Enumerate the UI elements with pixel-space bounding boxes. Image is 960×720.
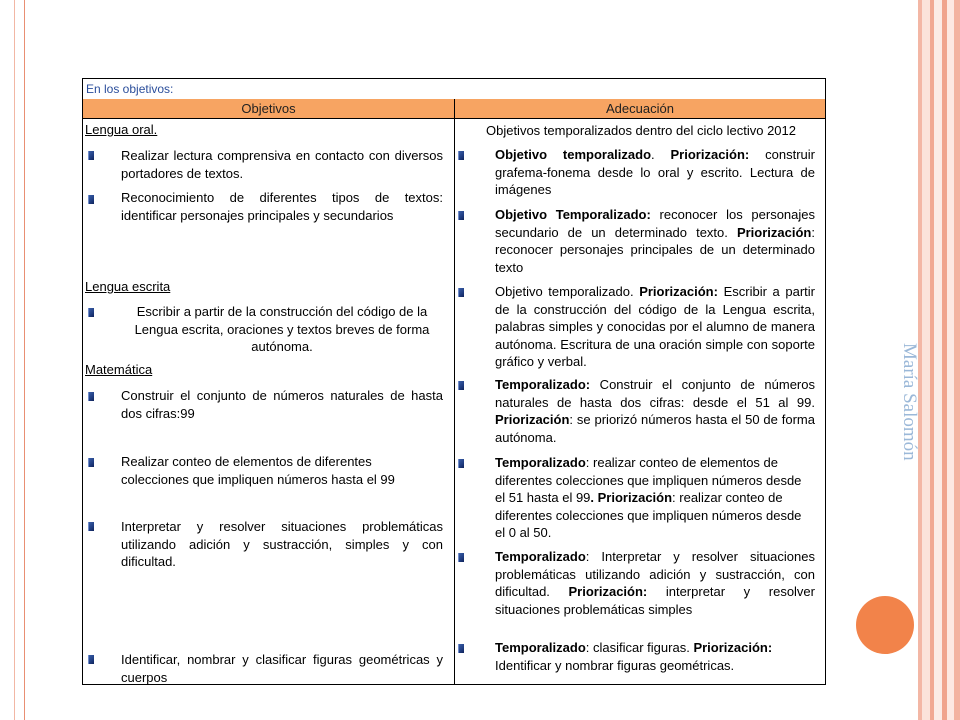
right-item-5 bbox=[495, 454, 815, 542]
bullet-icon bbox=[88, 195, 94, 204]
right-item-6 bbox=[495, 548, 815, 618]
bullet-icon bbox=[458, 288, 464, 297]
left-item-4: Construir el conjunto de números naturales de hasta dos cifras:99 bbox=[121, 388, 443, 421]
right-intro-text: Objetivos temporalizados dentro del ciclo lectivo 2012 bbox=[485, 123, 796, 138]
author-name: María Salomón bbox=[899, 343, 920, 461]
right-item-1-text-1: . bbox=[651, 147, 671, 162]
left-item-3: Escribir a partir de la construcción del código de la Lengua escrita, oraciones y textos breves de forma autónoma. bbox=[134, 304, 430, 354]
right-item-6-text-2: interpretar y resolver situaciones problemáticas simples bbox=[495, 584, 815, 617]
right-item-2-key-1: Objetivo Temporalizado: bbox=[495, 207, 651, 222]
right-item-5-key-2: . Priorización bbox=[590, 490, 673, 505]
table-intro-row bbox=[83, 79, 825, 100]
bullet-icon bbox=[458, 151, 464, 160]
bullet-icon bbox=[458, 644, 464, 653]
right-item-1-key-1: Objetivo temporalizado bbox=[495, 147, 652, 162]
right-item-2-text-1: reconocer los personajes secundario de un determinado texto. bbox=[495, 207, 816, 240]
bullet-icon bbox=[458, 381, 464, 390]
right-item-3-text-1: Objetivo temporalizado. bbox=[495, 284, 640, 299]
orange-circle-decoration bbox=[856, 596, 914, 654]
left-item-1: Realizar lectura comprensiva en contacto con diversos portadores de textos. bbox=[121, 148, 443, 181]
bullet-icon bbox=[88, 308, 94, 317]
right-item-7-key-1: Temporalizado bbox=[495, 640, 586, 655]
right-item-5-text-2: : realizar conteo de diferentes colecciones que impliquen números desde el 0 al 50. bbox=[495, 490, 802, 540]
objectives-table bbox=[82, 78, 826, 685]
right-item-2-text-2: : reconocer personajes principales de un determinado texto bbox=[495, 224, 815, 275]
right-item-6-text-1: : Interpretar y resolver situaciones problemáticas utilizando adición y sustracción, con dificultad. bbox=[495, 549, 815, 599]
right-item-7 bbox=[495, 639, 815, 674]
section-lengua-oral: Lengua oral. bbox=[85, 122, 158, 137]
bullet-icon bbox=[458, 459, 464, 468]
right-item-1-key-2: Priorización: bbox=[670, 147, 750, 162]
right-item-4-key-1: Temporalizado: bbox=[495, 377, 591, 392]
left-item-2: Reconocimiento de diferentes tipos de textos: identificar personajes principales y secundarios bbox=[121, 190, 443, 223]
section-lengua-escrita: Lengua escrita bbox=[85, 279, 171, 294]
bullet-icon bbox=[88, 655, 94, 664]
bullet-icon bbox=[88, 392, 94, 401]
right-item-5-text-1: : realizar conteo de elementos de diferentes colecciones que impliquen números desde el 51 hasta el 99 bbox=[495, 455, 802, 505]
right-item-7-text-2: Identificar y nombrar figuras geométricas. bbox=[495, 657, 735, 673]
right-item-5-key-1: Temporalizado bbox=[495, 455, 586, 470]
right-item-4 bbox=[495, 376, 815, 446]
right-item-3 bbox=[495, 283, 815, 371]
right-item-1-text-2: construir grafema-fonema desde lo oral y escrito. Lectura de imágenes bbox=[495, 147, 815, 197]
right-item-4-text-2: : se priorizó números hasta el 50 de forma autónoma. bbox=[495, 412, 815, 445]
section-matematica: Matemática bbox=[85, 362, 153, 377]
bullet-icon bbox=[458, 553, 464, 562]
left-item-6: Interpretar y resolver situaciones problemáticas utilizando adición y sustracción, simples y con dificultad. bbox=[121, 519, 443, 569]
right-item-3-key-2: Priorización: bbox=[639, 284, 718, 299]
bullet-icon bbox=[88, 522, 94, 531]
left-item-7: Identificar, nombrar y clasificar figuras geométricas y cuerpos bbox=[121, 652, 443, 685]
right-item-7-key-2: Priorización: bbox=[693, 640, 773, 655]
right-item-3-text-2: Escribir a partir de la construcción del código de la Lengua escrita, palabras simples y conocidas por el alumno de manera autónoma. Escritura de una oración simple con soporte gráfico y verbal. bbox=[495, 284, 815, 369]
column-divider bbox=[454, 99, 455, 684]
header-objetivos: Objetivos bbox=[241, 101, 296, 116]
right-item-2-key-2: Priorización bbox=[736, 224, 812, 240]
right-item-1 bbox=[495, 146, 815, 199]
table-intro-text: En los objetivos: bbox=[86, 82, 174, 96]
header-adecuacion: Adecuación bbox=[606, 101, 674, 116]
left-border-decoration bbox=[0, 0, 25, 720]
left-item-5: Realizar conteo de elementos de diferentes colecciones que impliquen números hasta el 99 bbox=[121, 454, 395, 487]
right-item-4-key-2: Priorización bbox=[495, 412, 570, 427]
right-item-7-text-1: : clasificar figuras. bbox=[585, 640, 694, 655]
bullet-icon bbox=[88, 151, 94, 160]
right-item-6-key-1: Temporalizado bbox=[495, 549, 586, 564]
right-item-4-text-1: Construir el conjunto de números naturales de hasta dos cifras: desde el 51 al 99. bbox=[495, 377, 815, 410]
right-item-2 bbox=[495, 206, 815, 276]
bullet-icon bbox=[88, 458, 94, 467]
bullet-icon bbox=[458, 211, 464, 220]
right-item-6-key-2: Priorización: bbox=[568, 584, 648, 599]
